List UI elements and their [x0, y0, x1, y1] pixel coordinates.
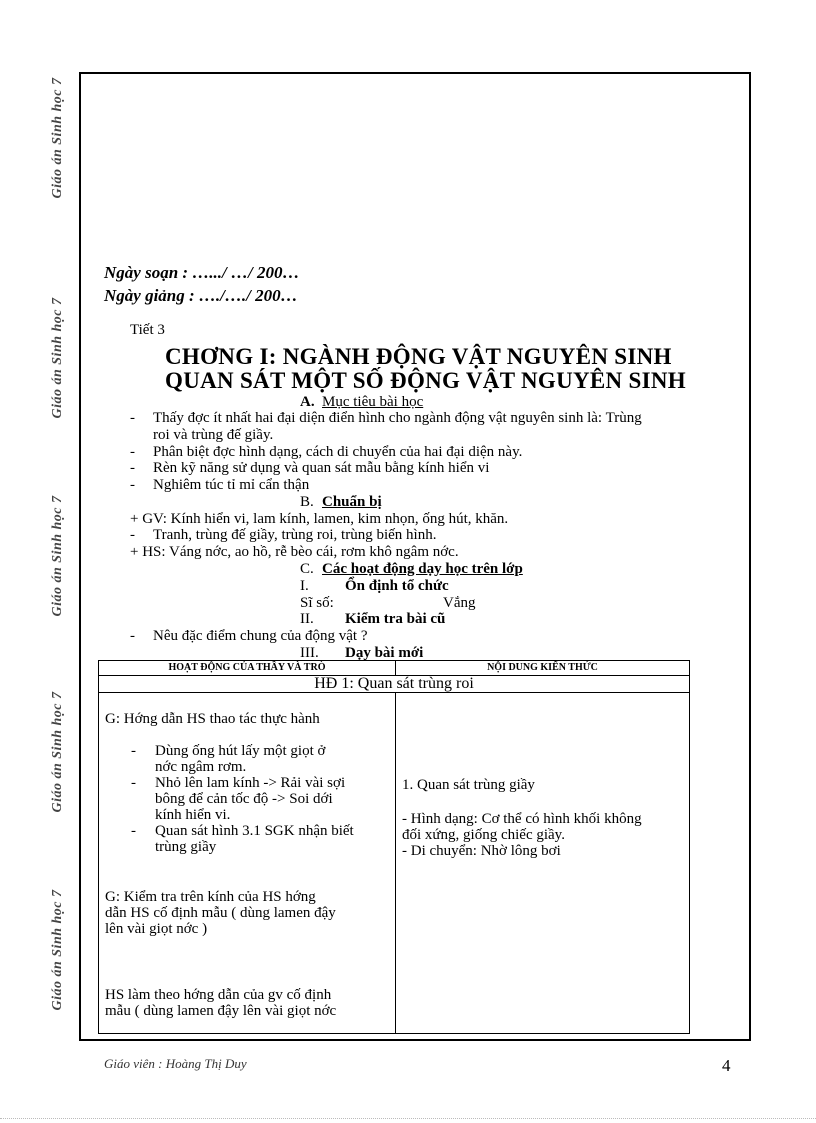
- step-text: Dùng ống hút lấy một giọt ở: [155, 743, 326, 759]
- lesson-number: Tiết 3: [130, 322, 165, 338]
- bullet-dash: -: [130, 444, 135, 460]
- step-ii-num: II.: [300, 611, 314, 627]
- objective-item: roi và trùng đế giầy.: [153, 427, 274, 443]
- page-number: 4: [722, 1056, 731, 1075]
- content-heading: 1. Quan sát trùng giầy: [402, 777, 535, 793]
- objective-item: Rèn kỹ năng sử dụng và quan sát mẫu bằng kính hiển vi: [153, 460, 490, 476]
- review-question: Nêu đặc điểm chung của động vật ?: [153, 628, 368, 644]
- si-so: Sĩ số:: [300, 595, 334, 611]
- bullet-dash: -: [130, 527, 135, 543]
- objective-item: Nghiêm túc tỉ mỉ cẩn thận: [153, 477, 310, 493]
- section-b-heading: Chuẩn bị: [322, 494, 382, 510]
- objective-item: Phân biệt đợc hình dạng, cách di chuyển của hai đại diện này.: [153, 444, 523, 460]
- teacher-check: dẫn HS cố định mẫu ( dùng lamen đậy: [105, 905, 336, 921]
- prep-hs: + HS: Váng nớc, ao hồ, rễ bèo cái, rơm khô ngâm nớc.: [130, 544, 459, 560]
- col1-header: HOẠT ĐỘNG CỦA THẦY VÀ TRÒ: [99, 661, 396, 676]
- step-iii-label: Dạy bài mới: [345, 645, 424, 661]
- bullet-dash: -: [131, 743, 136, 759]
- step-text: Quan sát hình 3.1 SGK nhận biết: [155, 823, 354, 839]
- step-i-label: Ổn định tổ chức: [345, 578, 449, 594]
- step-i-num: I.: [300, 578, 309, 594]
- vang: Vắng: [443, 595, 476, 611]
- step-text: trùng giầy: [155, 839, 217, 855]
- prep-gv: + GV: Kính hiển vi, lam kính, lamen, kim nhọn, ống hút, khăn.: [130, 511, 509, 527]
- table-header-row: [99, 661, 690, 676]
- teacher-check: G: Kiểm tra trên kính của HS hớng: [105, 889, 316, 905]
- sidebar-label: Giáo án Sinh học 7: [50, 889, 65, 1011]
- bullet-dash: -: [131, 823, 136, 839]
- step-iii-num: III.: [300, 645, 319, 661]
- objective-item: Thấy đợc ít nhất hai đại diện điển hình cho ngành động vật nguyên sinh là: Trùng: [153, 410, 642, 426]
- content-cell: [396, 693, 690, 1034]
- content-text: đối xứng, giống chiếc giầy.: [402, 827, 565, 843]
- section-a-prefix: A.: [300, 394, 315, 410]
- step-text: nớc ngâm rơm.: [155, 759, 247, 775]
- bullet-dash: -: [131, 775, 136, 791]
- bullet-dash: -: [130, 460, 135, 476]
- sidebar-label: Giáo án Sinh học 7: [50, 77, 65, 199]
- table-row: [99, 693, 690, 1034]
- section-a-heading: Mục tiêu bài học: [322, 394, 424, 410]
- student-action: HS làm theo hớng dẫn của gv cố định: [105, 987, 332, 1003]
- table-section-row: [99, 676, 690, 693]
- step-text: Nhỏ lên lam kính -> Rải vài sợi: [155, 775, 346, 791]
- section-b-prefix: B.: [300, 494, 314, 510]
- col2-header: NỘI DUNG KIẾN THỨC: [396, 661, 690, 676]
- content-text: - Hình dạng: Cơ thể có hình khối không: [402, 811, 642, 827]
- section-c-heading: Các hoạt động dạy học trên lớp: [322, 561, 523, 577]
- prep-gv-2: Tranh, trùng đế giầy, trùng roi, trùng biến hình.: [153, 527, 437, 543]
- chapter-title: CHƠNG I: NGÀNH ĐỘNG VẬT NGUYÊN SINH: [165, 344, 672, 369]
- teacher-guide: G: Hớng dẫn HS thao tác thực hành: [105, 711, 320, 727]
- bullet-dash: -: [130, 410, 135, 426]
- content-text: - Di chuyển: Nhờ lông bơi: [402, 843, 561, 859]
- step-text: bông để cản tốc độ -> Soi dới: [155, 791, 333, 807]
- bullet-dash: -: [130, 628, 135, 644]
- sidebar-label: Giáo án Sinh học 7: [50, 495, 65, 617]
- activity-table: [98, 660, 690, 1034]
- step-text: kính hiển vi.: [155, 807, 231, 823]
- lesson-title: QUAN SÁT MỘT SỐ ĐỘNG VẬT NGUYÊN SINH: [165, 368, 686, 393]
- date-taught: Ngày giảng : …./…./ 200…: [104, 286, 298, 305]
- activity-title: HĐ 1: Quan sát trùng roi: [99, 676, 690, 693]
- bullet-dash: -: [130, 477, 135, 493]
- teacher-check: lên vài giọt nớc ): [105, 921, 208, 937]
- section-c-prefix: C.: [300, 561, 314, 577]
- teacher-student-cell: [99, 693, 396, 1034]
- sidebar-label: Giáo án Sinh học 7: [50, 691, 65, 813]
- divider: [0, 1118, 816, 1119]
- student-action: mẫu ( dùng lamen đậy lên vài giọt nớc: [105, 1003, 337, 1019]
- sidebar-label: Giáo án Sinh học 7: [50, 297, 65, 419]
- date-prepared: Ngày soạn : ….../ …/ 200…: [104, 263, 300, 282]
- step-ii-label: Kiểm tra bài cũ: [345, 611, 446, 627]
- teacher-footer: Giáo viên : Hoàng Thị Duy: [104, 1056, 247, 1071]
